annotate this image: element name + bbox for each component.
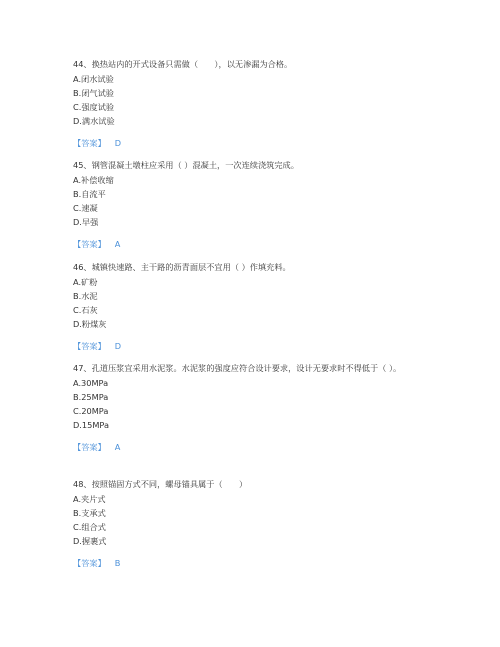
answer-value: D bbox=[114, 138, 122, 149]
answer-line bbox=[73, 237, 433, 251]
question-44 bbox=[73, 57, 433, 150]
answer-label: 【答案】 bbox=[73, 239, 106, 250]
option-a: A.闭水试验 bbox=[73, 73, 114, 84]
answer-line bbox=[73, 136, 433, 150]
question-47 bbox=[73, 361, 433, 454]
question-stem: 47、孔道压浆宜采用水泥浆。水泥浆的强度应符合设计要求，设计无要求时不得低于（ ）。 bbox=[73, 363, 402, 373]
option-d: D.粉煤灰 bbox=[73, 319, 107, 330]
answer-label: 【答案】 bbox=[73, 341, 106, 352]
option-b: B.闭气试验 bbox=[73, 87, 114, 98]
option-d: D.满水试验 bbox=[73, 116, 115, 127]
answer-value: D bbox=[114, 341, 122, 352]
option-d: D.握裹式 bbox=[73, 536, 107, 547]
answer-label: 【答案】 bbox=[73, 442, 106, 453]
option-a: A.补偿收缩 bbox=[73, 174, 114, 185]
answer-label: 【答案】 bbox=[73, 138, 106, 149]
option-a: A.30MPa bbox=[73, 377, 109, 388]
question-stem: 46、城镇快速路、主干路的沥青面层不宜用（ ）作填充料。 bbox=[73, 262, 291, 272]
answer-value: B bbox=[114, 558, 121, 569]
answer-line bbox=[73, 556, 433, 570]
question-45 bbox=[73, 158, 433, 251]
option-b: B.支承式 bbox=[73, 507, 106, 518]
question-stem: 48、按照锚固方式不同，螺母锚具属于（ ） bbox=[73, 479, 248, 489]
option-b: B.自流平 bbox=[73, 188, 106, 199]
option-c: C.强度试验 bbox=[73, 101, 115, 112]
answer-label: 【答案】 bbox=[73, 558, 106, 569]
option-a: A.夹片式 bbox=[73, 493, 106, 504]
option-a: A.矿粉 bbox=[73, 276, 98, 287]
answer-line bbox=[73, 339, 433, 353]
answer-value: A bbox=[114, 239, 121, 250]
question-48 bbox=[73, 477, 433, 570]
answer-value: A bbox=[114, 442, 121, 453]
option-c: C.速凝 bbox=[73, 202, 98, 213]
option-d: D.15MPa bbox=[73, 420, 109, 431]
option-c: C.石灰 bbox=[73, 304, 98, 315]
option-c: C.组合式 bbox=[73, 521, 106, 532]
option-b: B.25MPa bbox=[73, 391, 109, 402]
option-b: B.水泥 bbox=[73, 290, 98, 301]
option-d: D.早强 bbox=[73, 217, 99, 228]
question-stem: 44、换热站内的开式设备只需做（ ），以无渗漏为合格。 bbox=[73, 59, 293, 69]
question-stem: 45、钢管混凝土墩柱应采用（ ）混凝土，一次连续浇筑完成。 bbox=[73, 160, 299, 170]
answer-line bbox=[73, 440, 433, 454]
option-c: C.20MPa bbox=[73, 405, 109, 416]
question-46 bbox=[73, 260, 433, 353]
